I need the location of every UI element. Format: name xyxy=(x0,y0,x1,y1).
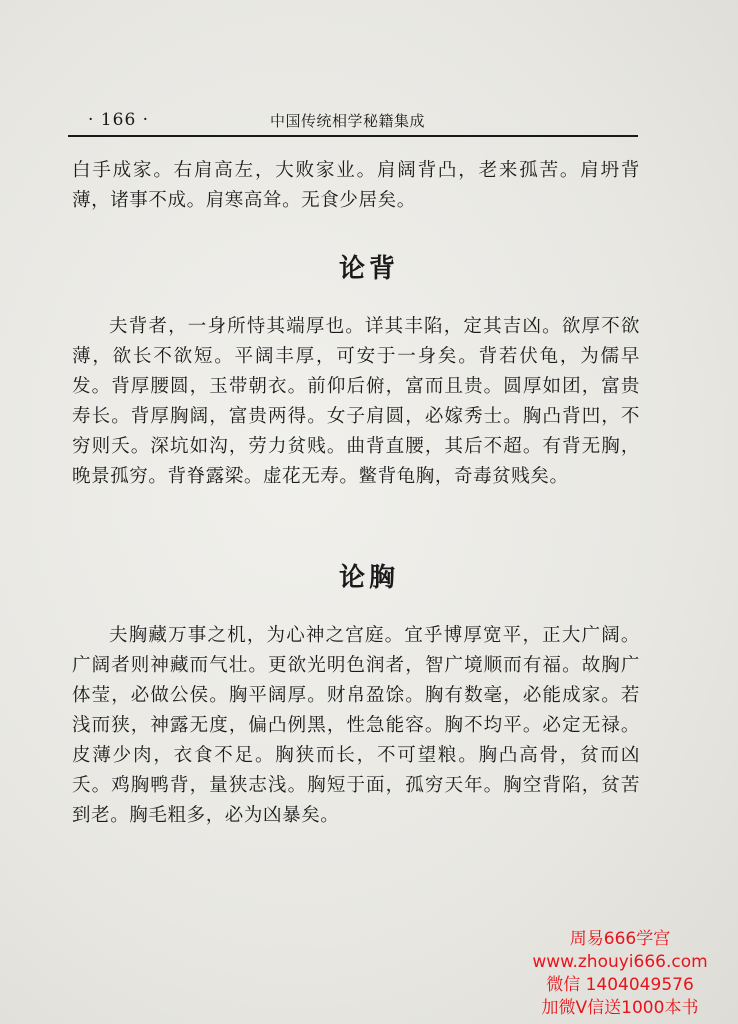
page-number: · 166 · xyxy=(88,110,150,130)
paragraph-back: 夫背者，一身所恃其端厚也。详其丰陷，定其吉凶。欲厚不欲薄，欲长不欲短。平阔丰厚，可安于一身矣。背若伏龟，为儒早发。背厚腰圆，玉带朝衣。前仰后俯，富而且贵。圆厚如团，富贵寿长。背厚胸阔，富贵两得。女子肩圆，必嫁秀士。胸凸背凹，不穷则夭。深坑如沟，劳力贫贱。曲背直腰，其后不超。有背无胸，晚景孤穷。背脊露梁。虚花无寿。鳖背龟胸，奇毒贫贱矣。 xyxy=(72,316,640,487)
watermark-line-4: 加微V信送1000本书 xyxy=(541,998,699,1018)
header-rule xyxy=(68,135,638,137)
running-title: 中国传统相学秘籍集成 xyxy=(270,112,426,130)
paragraph-continuation: 白手成家。右肩高左，大败家业。肩阔背凸，老来孤苦。肩坍背薄，诸事不成。肩寒高耸。无食少居矣。 xyxy=(72,160,640,211)
watermark-line-3: 微信 1404049576 xyxy=(546,975,694,995)
section-heading-chest: 论胸 xyxy=(338,563,399,593)
watermark-line-2: www.zhouyi666.com xyxy=(532,952,708,972)
section-heading-back: 论背 xyxy=(338,254,399,284)
page-header xyxy=(68,106,638,134)
watermark xyxy=(510,928,730,1020)
watermark-line-1: 周易666学宫 xyxy=(569,929,671,949)
paragraph-chest: 夫胸藏万事之机，为心神之宫庭。宜乎博厚宽平，正大广阔。广阔者则神藏而气壮。更欲光明色润者，智广境顺而有福。故胸广体莹，必做公侯。胸平阔厚。财帛盈馀。胸有数毫，必能成家。若浅而狭，神露无度，偏凸例黑，性急能容。胸不均平。必定无禄。皮薄少肉，衣食不足。胸狭而长，不可望粮。胸凸高骨，贫而凶夭。鸡胸鸭背，量狭志浅。胸短于面，孤穷天年。胸空背陷，贫苦到老。胸毛粗多，必为凶暴矣。 xyxy=(72,625,640,826)
